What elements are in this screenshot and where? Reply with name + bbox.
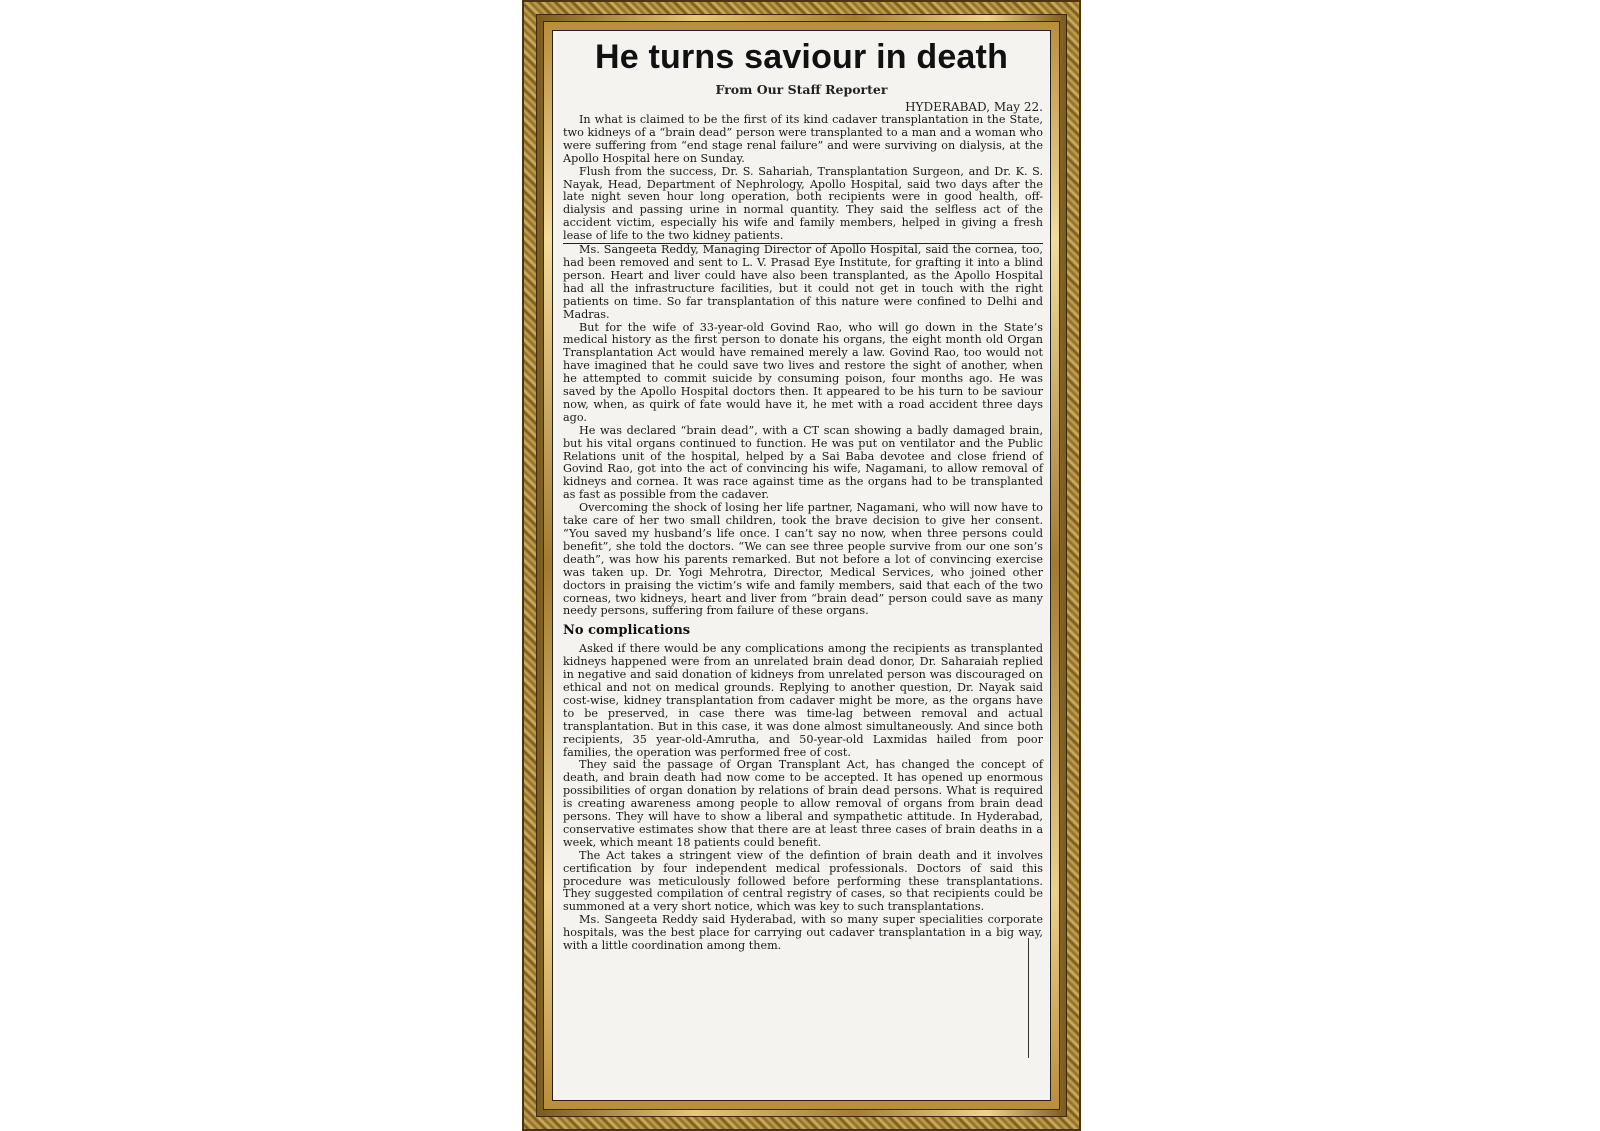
article-body (563, 114, 1043, 953)
paragraph: But for the wife of 33-year-old Govind Rao, who will go down in the State’s medical history as the first person to donate his organs, the eight month old Organ Transplantation Act would have remained merely a law. Govind Rao, too would not have imagined that he could save two lives and restore the sight of another, when he attempted to commit suicide by consuming poison, four months ago. He was saved by the Apollo Hospital doctors then. It appeared to be his turn to be saviour now, when, as quirk of fate would have it, he met with a road accident three days ago. (563, 320, 1043, 424)
subheading: No complications (563, 623, 691, 639)
paragraph: Flush from the success, Dr. S. Sahariah, Transplantation Surgeon, and Dr. K. S. Nayak, Head, Department of Nephrology, Apollo Hospital, said two days after the late night seven hour long operation, both recipients were in good health, off-dialysis and passing urine in normal quantity. They said the selfless act of the accident victim, especially his wife and family members, helped in giving a fresh lease of life to the two kidney patients. (563, 164, 1043, 243)
paragraph: Ms. Sangeeta Reddy, Managing Director of Apollo Hospital, said the cornea, too, had been removed and sent to L. V. Prasad Eye Institute, for grafting it into a blind person. Heart and liver could have also been transplanted, as the Apollo Hospital had all the infrastructure facilities, but it could not get in touch with the right patients on time. So far transplantation of this nature were confined to Delhi and Madras. (563, 243, 1043, 321)
paragraph: In what is claimed to be the first of its kind cadaver transplantation in the State, two kidneys of a “brain dead” person were transplanted to a man and a woman who were suffering from “end stage renal failure” and were surviving on dialysis, at the Apollo Hospital here on Sunday. (563, 113, 1043, 165)
paragraph: Overcoming the shock of losing her life partner, Nagamani, who will now have to take care of her two small children, took the brave decision to give her consent. “You saved my husband’s life once. I can’t say no now, when three persons could benefit”, she told the doctors. “We can see three people survive from our one son’s death”, was how his parents remarked. But not before a lot of convincing exercise was taken up. Dr. Yogi Mehrotra, Director, Medical Services, who joined other doctors in praising the victim’s wife and family members, said that each of the two corneas, two kidneys, heart and liver from “brain dead” person could save as many needy persons, suffering from failure of these organs. (563, 501, 1043, 618)
frame-inner-moulding (543, 21, 1060, 1110)
byline: From Our Staff Reporter (715, 82, 888, 97)
paragraph: The Act takes a stringent view of the defintion of brain death and it involves certification by four independent medical professionals. Doctors of said this procedure was meticulously followed before performing these transplantations. They suggested compilation of central registry of cases, so that recipients could be summoned at a very short notice, which was key to such transplantations. (563, 848, 1043, 914)
newspaper-clipping (552, 30, 1051, 1101)
paragraph: Asked if there would be any complications among the recipients as transplanted kidneys happened were from an unrelated brain dead donor, Dr. Saharaiah replied in negative and said donation of kidneys from unrelated person was discouraged on ethical and not on medical grounds. Replying to another question, Dr. Nayak said cost-wise, kidney transplantation from cadaver might be more, as the organs have to be preserved, in case there was time-lag between removal and actual transplantation. But in this case, it was done almost simultaneously. And since both recipients, 35 year-old-Amrutha, and 50-year-old Laxmidas hailed from poor families, the operation was performed free of cost. (563, 642, 1043, 759)
picture-frame (522, 0, 1081, 1131)
paragraph: They said the passage of Organ Transplant Act, has changed the concept of death, and brain death had now come to be accepted. It has opened up enormous possibilities of organ donation by relations of brain dead persons. What is required is creating awareness among people to allow removal of organs from brain dead persons. They will have to show a liberal and sympathetic attitude. In Hyderabad, conservative estimates show that there are at least three cases of brain deaths in a week, which meant 18 patients could benefit. (563, 758, 1043, 849)
dateline: HYDERABAD, May 22. (905, 100, 1043, 114)
headline: He turns saviour in death (594, 38, 1009, 76)
paragraph: He was declared “brain dead”, with a CT scan showing a badly damaged brain, but his vital organs continued to function. He was put on ventilator and the Public Relations unit of the hospital, helped by a Sai Baba devotee and close friend of Govind Rao, got into the act of convincing his wife, Nagamani, to allow removal of kidneys and cornea. It was race against time as the organs had to be transplanted as fast as possible from the cadaver. (563, 423, 1043, 502)
frame-moulding (536, 14, 1067, 1117)
pen-margin-line (1028, 938, 1029, 1058)
paragraph: Ms. Sangeeta Reddy said Hyderabad, with so many super specialities corporate hospitals, was the best place for carrying out cadaver transplantation in a big way, with a little coordination among them. (563, 913, 1043, 953)
